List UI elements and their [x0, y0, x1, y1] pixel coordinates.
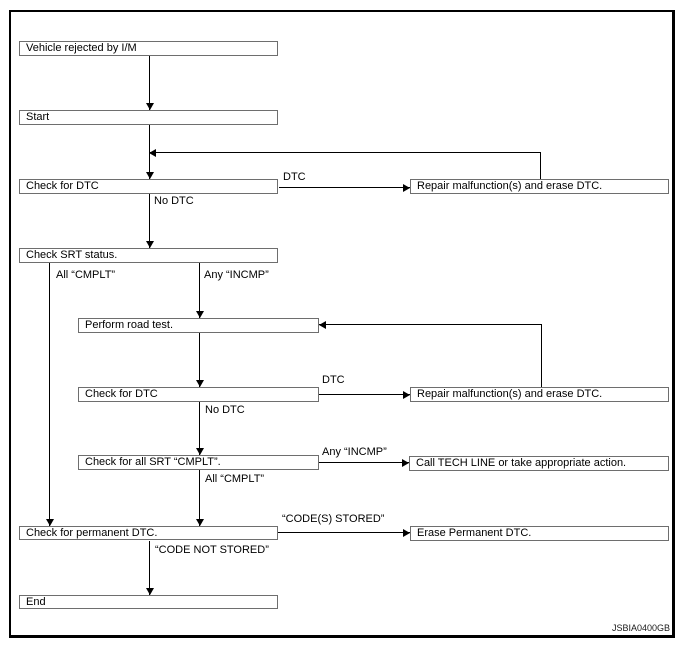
- connector-vehicle-to-start: [149, 56, 150, 110]
- edge-label-dtc-1: DTC: [283, 171, 306, 183]
- edge-label-any-incmp-1: Any “INCMP”: [204, 269, 269, 281]
- arrowhead-right-icon: [402, 459, 409, 467]
- node-vehicle-rejected: Vehicle rejected by I/M: [19, 41, 278, 56]
- connector-checkdtc2-to-repair2: [319, 394, 410, 395]
- node-call-tech-line: Call TECH LINE or take appropriate action.: [409, 456, 669, 471]
- node-erase-permanent-dtc: Erase Permanent DTC.: [410, 526, 669, 541]
- node-end: End: [19, 595, 278, 609]
- connector-checkdtc1-to-repair1: [279, 187, 410, 188]
- connector-permanent-to-end: [149, 541, 150, 595]
- figure-code: JSBIA0400GB: [611, 623, 670, 633]
- edge-label-no-dtc-2: No DTC: [205, 404, 245, 416]
- arrowhead-down-icon: [146, 103, 154, 110]
- node-repair-erase-dtc-1: Repair malfunction(s) and erase DTC.: [410, 179, 669, 194]
- connector-srt-to-roadtest: [199, 263, 200, 318]
- node-check-all-srt-cmplt: Check for all SRT “CMPLT”.: [78, 455, 319, 470]
- edge-label-any-incmp-2: Any “INCMP”: [322, 446, 387, 458]
- edge-label-all-cmplt-1: All “CMPLT”: [56, 269, 116, 281]
- arrowhead-down-icon: [196, 519, 204, 526]
- connector-srtcmplt-to-permanent: [199, 470, 200, 526]
- node-perform-road-test: Perform road test.: [78, 318, 319, 333]
- arrowhead-down-icon: [196, 311, 204, 318]
- feedback-line-repair1-vertical: [540, 152, 541, 179]
- arrowhead-down-icon: [196, 448, 204, 455]
- arrowhead-right-icon: [403, 529, 410, 537]
- feedback-line-repair1-horizontal: [149, 152, 541, 153]
- node-check-dtc-1: Check for DTC: [19, 179, 278, 194]
- arrowhead-right-icon: [403, 391, 410, 399]
- arrowhead-left-icon: [149, 149, 156, 157]
- edge-label-code-not-stored: “CODE NOT STORED”: [155, 544, 269, 556]
- node-start: Start: [19, 110, 278, 125]
- connector-permanent-to-erase: [278, 532, 410, 533]
- feedback-line-repair2-horizontal: [319, 324, 542, 325]
- arrowhead-left-icon: [319, 321, 326, 329]
- node-repair-erase-dtc-2: Repair malfunction(s) and erase DTC.: [410, 387, 669, 402]
- connector-srtcmplt-to-techline: [319, 462, 409, 463]
- arrowhead-down-icon: [146, 172, 154, 179]
- connector-roadtest-to-checkdtc2: [199, 333, 200, 387]
- edge-label-all-cmplt-2: All “CMPLT”: [205, 473, 265, 485]
- node-check-dtc-2: Check for DTC: [78, 387, 319, 402]
- arrowhead-down-icon: [46, 519, 54, 526]
- arrowhead-right-icon: [403, 184, 410, 192]
- connector-srt-to-permanent-left: [49, 263, 50, 526]
- arrowhead-down-icon: [196, 380, 204, 387]
- connector-checkdtc1-to-srt: [149, 194, 150, 248]
- feedback-line-repair2-vertical: [541, 324, 542, 387]
- edge-label-codes-stored: “CODE(S) STORED”: [282, 513, 385, 525]
- edge-label-dtc-2: DTC: [322, 374, 345, 386]
- arrowhead-down-icon: [146, 588, 154, 595]
- node-check-permanent-dtc: Check for permanent DTC.: [19, 526, 278, 540]
- edge-label-no-dtc-1: No DTC: [154, 195, 194, 207]
- node-check-srt-status: Check SRT status.: [19, 248, 278, 263]
- arrowhead-down-icon: [146, 241, 154, 248]
